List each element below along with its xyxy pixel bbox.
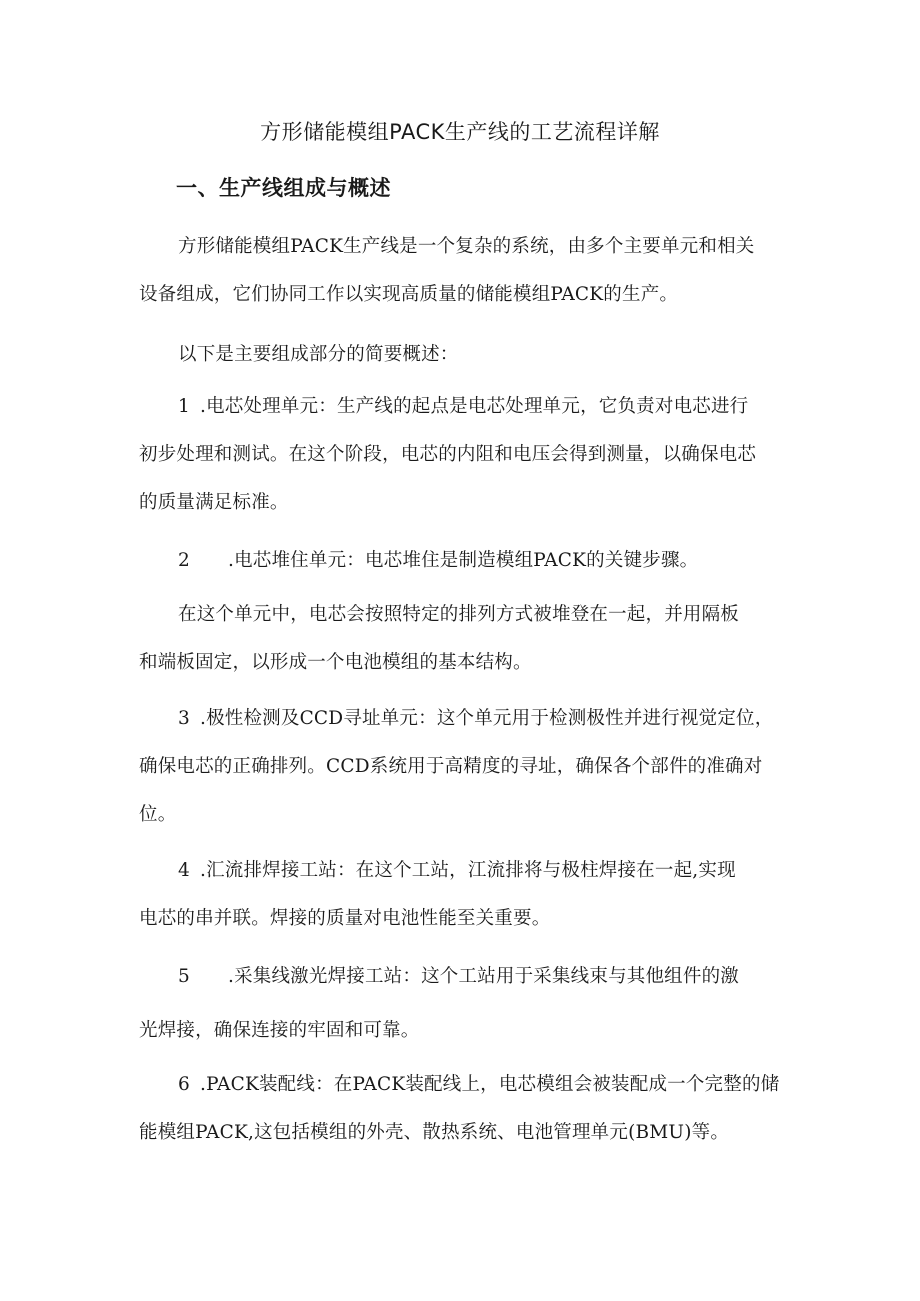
item-2-para-line-2: 和端板固定，以形成一个电池模组的基本结构。 <box>139 652 532 673</box>
item-3-text: .极性检测及CCD寻址单元：这个单元用于检测极性并进行视觉定位， <box>200 708 774 729</box>
section-heading: 一、生产线组成与概述 <box>176 176 391 200</box>
document-title: 方形储能模组PACK生产线的工艺流程详解 <box>260 120 660 144</box>
intro-line-1: 方形储能模组PACK生产线是一个复杂的系统，由多个主要单元和相关 <box>178 236 755 257</box>
item-6-text: .PACK装配线：在PACK装配线上，电芯模组会被装配成一个完整的储 <box>200 1074 780 1095</box>
item-4-number: 4 <box>178 860 190 881</box>
item-3-line-1 <box>178 704 773 730</box>
item-2-para-line-1: 在这个单元中，电芯会按照特定的排列方式被堆登在一起，并用隔板 <box>178 604 740 625</box>
item-2-line <box>178 546 698 572</box>
item-3-line-3: 位。 <box>139 804 177 825</box>
item-4-text: .汇流排焊接工站：在这个工站，江流排将与极柱焊接在一起,实现 <box>200 860 736 881</box>
item-2-text: .电芯堆住单元：电芯堆住是制造模组PACK的关键步骤。 <box>228 550 699 571</box>
item-5-text: .采集线激光焊接工站：这个工站用于采集线束与其他组件的激 <box>228 966 739 987</box>
item-4-line-2: 电芯的串并联。焊接的质量对电池性能至关重要。 <box>139 908 551 929</box>
item-5-number: 5 <box>178 966 190 987</box>
item-1-number: 1 <box>178 396 190 417</box>
item-2-number: 2 <box>178 550 190 571</box>
item-6-line-2: 能模组PACK,这包括模组的外壳、散热系统、电池管理单元(BMU)等。 <box>139 1122 730 1143</box>
summary-line: 以下是主要组成部分的简要概述： <box>178 344 459 365</box>
item-1-line-1 <box>178 392 748 418</box>
item-1-text: .电芯处理单元：生产线的起点是电芯处理单元，它负责对电芯进行 <box>200 396 749 417</box>
item-6-number: 6 <box>178 1074 190 1095</box>
item-5-line-2: 光焊接，确保连接的牢固和可靠。 <box>139 1020 420 1041</box>
intro-line-2: 设备组成，它们协同工作以实现高质量的储能模组PACK的生产。 <box>139 284 679 305</box>
item-4-line-1 <box>178 856 736 882</box>
item-3-line-2: 确保电芯的正确排列。CCD系统用于高精度的寻址，确保各个部件的准确对 <box>139 756 763 777</box>
item-6-line-1 <box>178 1070 779 1096</box>
item-3-number: 3 <box>178 708 190 729</box>
item-5-line-1 <box>178 962 739 988</box>
item-1-line-3: 的质量满足标准。 <box>139 492 289 513</box>
item-1-line-2: 初步处理和测试。在这个阶段，电芯的内阻和电压会得到测量，以确保电芯 <box>139 444 757 465</box>
